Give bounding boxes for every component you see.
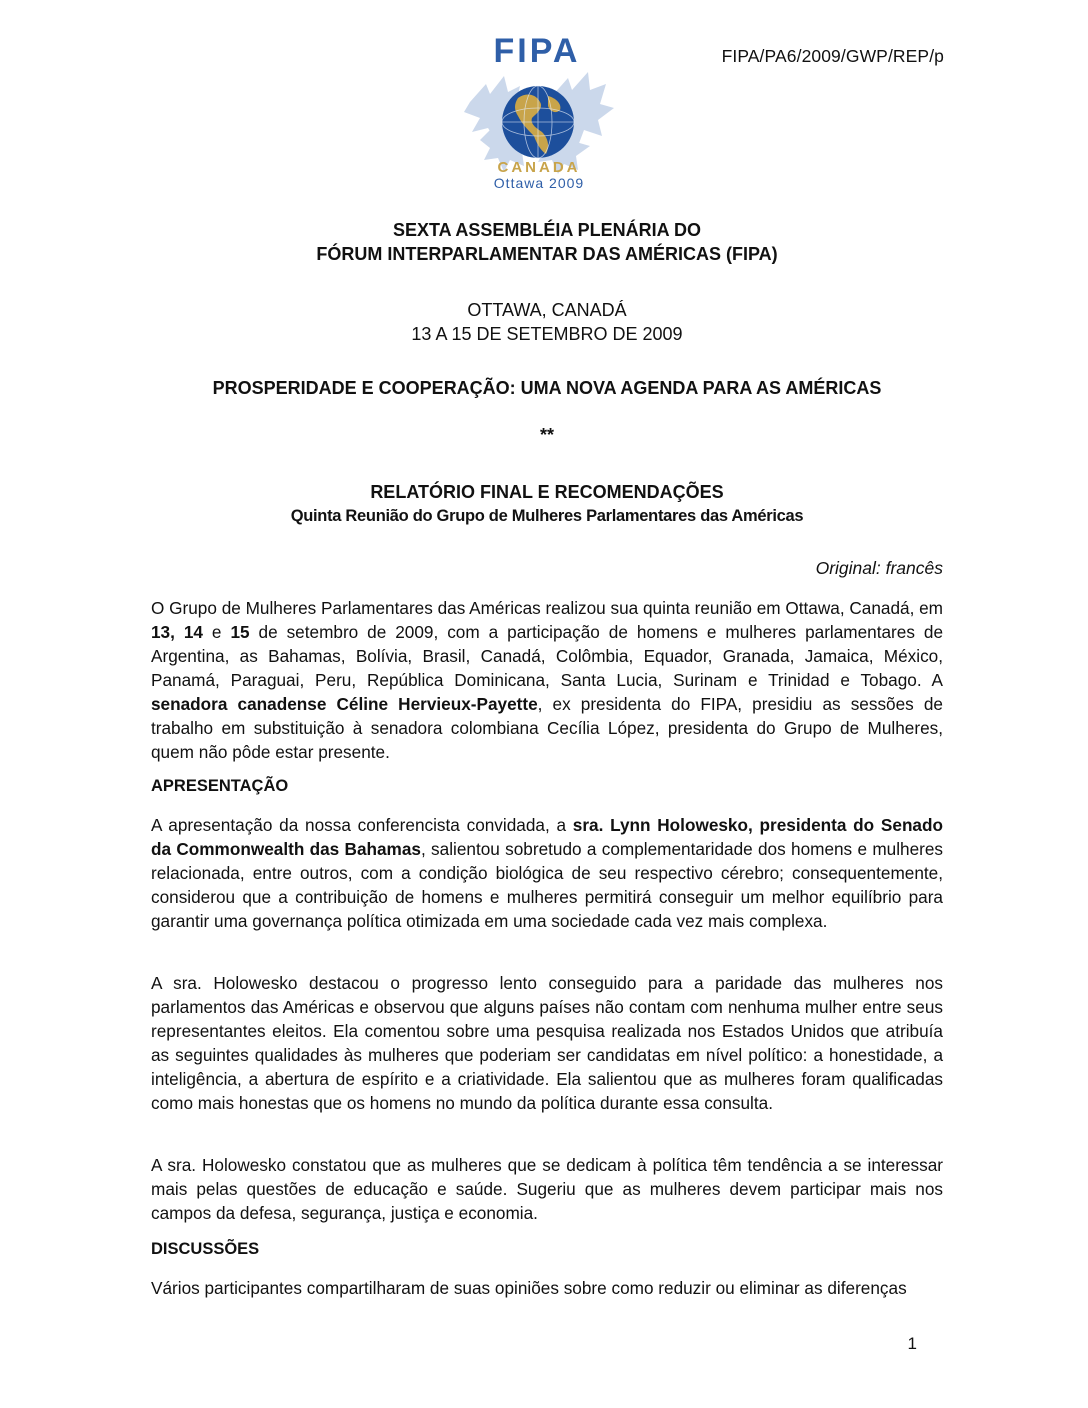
page-number: 1 <box>907 1334 917 1353</box>
paragraph-intro <box>151 596 943 764</box>
paragraph-interests <box>151 1153 943 1225</box>
original-language-note: Original: francês <box>815 558 943 578</box>
dates: 13 A 15 DE SETEMBRO DE 2009 <box>411 324 683 344</box>
paragraph-presentation <box>151 813 943 933</box>
place: OTTAWA, CANADÁ <box>467 300 627 320</box>
report-title <box>151 480 943 528</box>
fipa-logo <box>452 32 622 194</box>
text-run: e <box>202 622 231 642</box>
text-run-bold: sra. Lynn Holowesko, presidenta do Senado da Commonwealth das Bahamas <box>151 815 943 859</box>
title-line-2: FÓRUM INTERPARLAMENTAR DAS AMÉRICAS (FIPA) <box>316 244 778 264</box>
paragraph-discussions <box>151 1276 943 1300</box>
logo-city-year-text: Ottawa 2009 <box>493 175 585 191</box>
assembly-title <box>151 218 943 266</box>
paragraph-text: A sra. Holowesko constatou que as mulheres que se dedicam à política têm tendência a se interessar mais pelas questões de educação e saúde. Sugeriu que as mulheres devem participar mais nos campos da defesa, segurança, justiça e economia. <box>151 1155 943 1223</box>
document-reference: FIPA/PA6/2009/GWP/REP/p <box>721 46 944 66</box>
text-run: de setembro de 2009, com a participação de homens e mulheres parlamentares de Argentina, as Bahamas, Bolívia, Brasil, Canadá, Colômbia, Equador, Granada, Jamaica, México, Panamá, Paraguai, Peru, República Dominicana, Santa Lucia, Surinam e Trinidad e Tobago. A <box>151 622 944 690</box>
text-run-bold: senadora canadense Céline Hervieux-Payette <box>151 694 538 714</box>
text-run: , salientou sobretudo a complementaridade dos homens e mulheres relacionada, entre outros, com a condição biológica de seu respectivo cérebro; consequentemente, considerou que a contribuição de homens e mulheres permitirá conseguir um melhor equilíbrio para garantir uma governança política otimizada em uma sociedade cada vez mais complexa. <box>151 839 944 931</box>
logo-fipa-text: FIPA <box>493 32 581 70</box>
section-heading-apresentacao: APRESENTAÇÃO <box>151 777 289 795</box>
text-run-bold: 13, 14 <box>151 622 203 642</box>
meeting-subtitle: Quinta Reunião do Grupo de Mulheres Parlamentares das Américas <box>290 507 804 525</box>
text-run: , ex presidenta do FIPA, presidiu as sessões de trabalho em substituição à senadora colombiana Cecília López, presidenta do Grupo de Mulheres, quem não pôde estar presente. <box>151 694 943 762</box>
place-and-dates <box>151 298 943 346</box>
paragraph-progress <box>151 971 943 1115</box>
report-heading: RELATÓRIO FINAL E RECOMENDAÇÕES <box>370 482 724 502</box>
section-heading-discussoes: DISCUSSÕES <box>151 1240 260 1258</box>
text-run: A apresentação da nossa conferencista convidada, a <box>151 815 573 835</box>
paragraph-text: A sra. Holowesko destacou o progresso lento conseguido para a paridade das mulheres nos parlamentos das Américas e observou que alguns países não contam com nenhuma mulher entre seus representantes eleitos. Ela comentou sobre uma pesquisa realizada nos Estados Unidos que atribuía as seguintes qualidades às mulheres que poderiam ser candidatas em nível político: a honestidade, a inteligência, a abertura de espírito e a criatividade. Ela salientou que as mulheres foram qualificadas como mais honestas que os homens no mundo da política durante essa consulta. <box>151 973 943 1113</box>
text-run-bold: 15 <box>230 622 250 642</box>
separator: ** <box>539 425 554 445</box>
text-run: O Grupo de Mulheres Parlamentares das Américas realizou sua quinta reunião em Ottawa, Canadá, em <box>151 598 943 618</box>
theme-title: PROSPERIDADE E COOPERAÇÃO: UMA NOVA AGENDA PARA AS AMÉRICAS <box>212 378 882 398</box>
paragraph-text: Vários participantes compartilharam de suas opiniões sobre como reduzir ou eliminar as diferenças <box>151 1278 907 1298</box>
logo-country-text: CANADA <box>497 159 581 176</box>
title-line-1: SEXTA ASSEMBLÉIA PLENÁRIA DO <box>392 220 702 240</box>
